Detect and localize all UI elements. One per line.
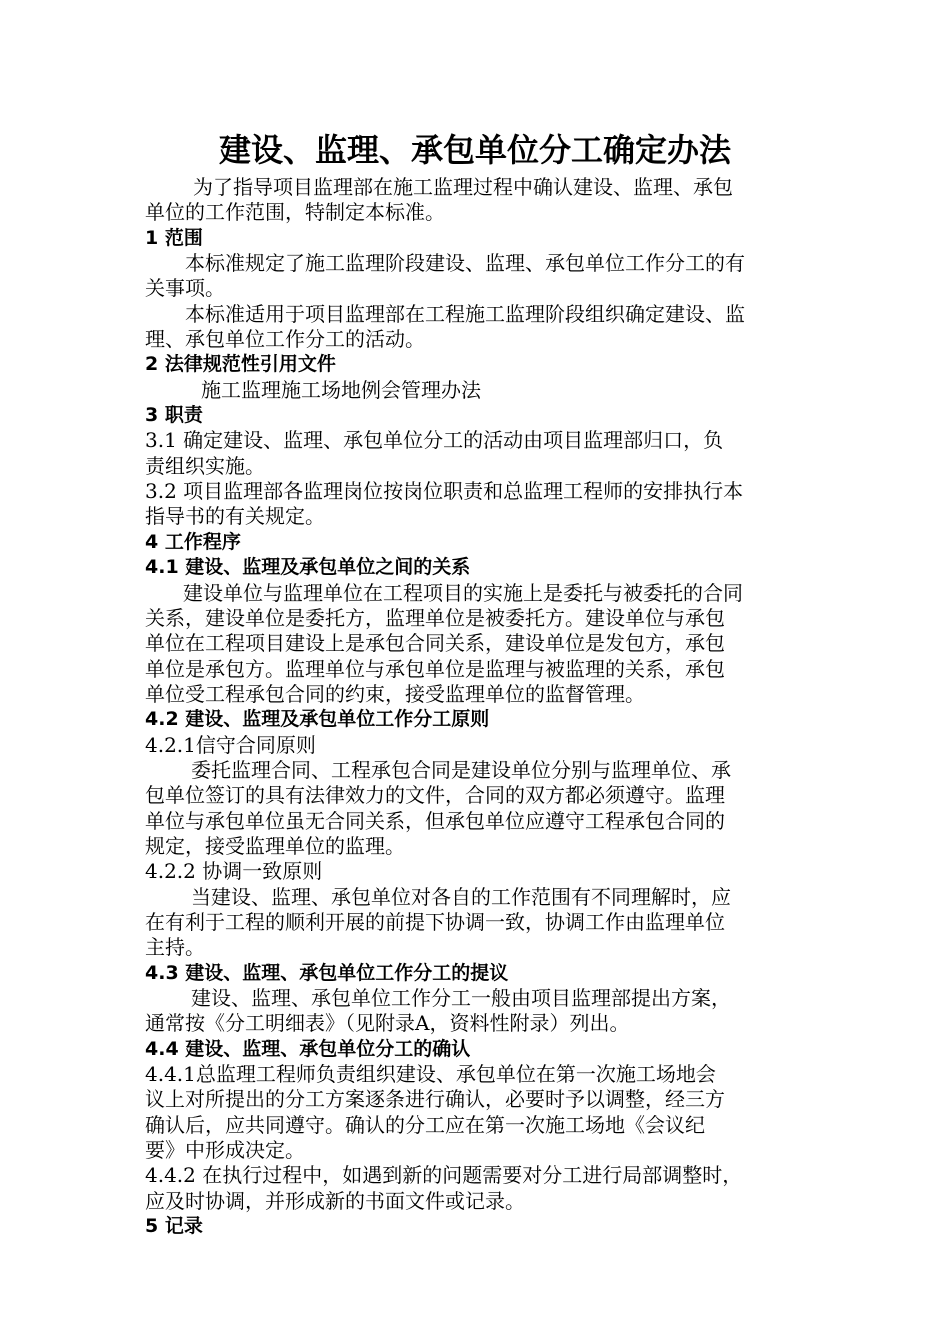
paragraph-line: 单位是承包方。监理单位与承包单位是监理与被监理的关系，承包 — [145, 656, 725, 681]
paragraph-line: 主持。 — [145, 935, 205, 960]
paragraph-line: 理、承包单位工作分工的活动。 — [145, 327, 425, 352]
subsection-heading: 4.2.2 协调一致原则 — [145, 859, 323, 884]
paragraph-line: 规定，接受监理单位的监理。 — [145, 833, 405, 858]
paragraph-line: 在有利于工程的顺利开展的前提下协调一致，协调工作由监理单位 — [145, 909, 725, 934]
paragraph-line: 议上对所提出的分工方案逐条进行确认，必要时予以调整，经三方 — [145, 1087, 725, 1112]
paragraph-line: 为了指导项目监理部在施工监理过程中确认建设、监理、承包 — [193, 175, 733, 199]
paragraph-line: 4.4.1总监理工程师负责组织建设、承包单位在第一次施工场地会 — [145, 1062, 716, 1087]
paragraph-line: 3.1 确定建设、监理、承包单位分工的活动由项目监理部归口，负 — [145, 428, 724, 453]
paragraph-line: 应及时协调，并形成新的书面文件或记录。 — [145, 1188, 525, 1213]
paragraph-line: 责组织实施。 — [145, 453, 265, 478]
paragraph-line: 建设、监理、承包单位工作分工一般由项目监理部提出方案， — [191, 986, 731, 1010]
paragraph-line: 要》中形成决定。 — [145, 1138, 305, 1163]
paragraph-line: 本标准规定了施工监理阶段建设、监理、承包单位工作分工的有 — [185, 251, 745, 276]
paragraph-line: 指导书的有关规定。 — [145, 504, 325, 529]
paragraph-line: 单位与承包单位虽无合同关系，但承包单位应遵守工程承包合同的 — [145, 808, 725, 833]
paragraph-line: 单位在工程项目建设上是承包合同关系，建设单位是发包方，承包 — [145, 631, 725, 656]
subsection-heading: 4.4 建设、监理、承包单位分工的确认 — [145, 1037, 471, 1060]
paragraph-line: 单位的工作范围，特制定本标准。 — [145, 200, 445, 225]
document-body — [145, 175, 813, 1239]
paragraph-line: 3.2 项目监理部各监理岗位按岗位职责和总监理工程师的安排执行本 — [145, 479, 744, 504]
paragraph-line: 包单位签订的具有法律效力的文件，合同的双方都必须遵守。监理 — [145, 783, 725, 808]
subsection-heading: 4.2.1信守合同原则 — [145, 732, 316, 757]
paragraph-line: 建设单位与监理单位在工程项目的实施上是委托与被委托的合同 — [183, 580, 743, 605]
section-heading: 3 职责 — [145, 404, 203, 427]
paragraph-line: 委托监理合同、工程承包合同是建设单位分别与监理单位、承 — [191, 757, 731, 782]
paragraph-line: 关系，建设单位是委托方，监理单位是被委托方。建设单位与承包 — [145, 605, 725, 630]
subsection-heading: 4.3 建设、监理、承包单位工作分工的提议 — [145, 961, 509, 984]
paragraph-line: 4.4.2 在执行过程中，如遇到新的问题需要对分工进行局部调整时， — [145, 1163, 743, 1188]
paragraph-line: 当建设、监理、承包单位对各自的工作范围有不同理解时，应 — [191, 884, 731, 909]
subsection-heading: 4.2 建设、监理及承包单位工作分工原则 — [145, 708, 490, 731]
paragraph-line: 通常按《分工明细表》（见附录A，资料性附录）列出。 — [145, 1011, 630, 1036]
section-heading: 2 法律规范性引用文件 — [145, 353, 336, 376]
section-heading: 1 范围 — [145, 226, 203, 249]
paragraph-line: 关事项。 — [145, 276, 225, 301]
document-title: 建设、监理、承包单位分工确定办法 — [218, 131, 731, 169]
paragraph-line: 确认后，应共同遵守。确认的分工应在第一次施工场地《会议纪 — [145, 1112, 705, 1137]
subsection-heading: 4.1 建设、监理及承包单位之间的关系 — [145, 556, 471, 579]
section-heading: 5 记录 — [145, 1215, 203, 1238]
paragraph-line: 施工监理施工场地例会管理办法 — [201, 377, 481, 402]
section-heading: 4 工作程序 — [145, 530, 241, 553]
paragraph-line: 本标准适用于项目监理部在工程施工监理阶段组织确定建设、监 — [185, 301, 745, 326]
paragraph-line: 单位受工程承包合同的约束，接受监理单位的监督管理。 — [145, 681, 645, 706]
